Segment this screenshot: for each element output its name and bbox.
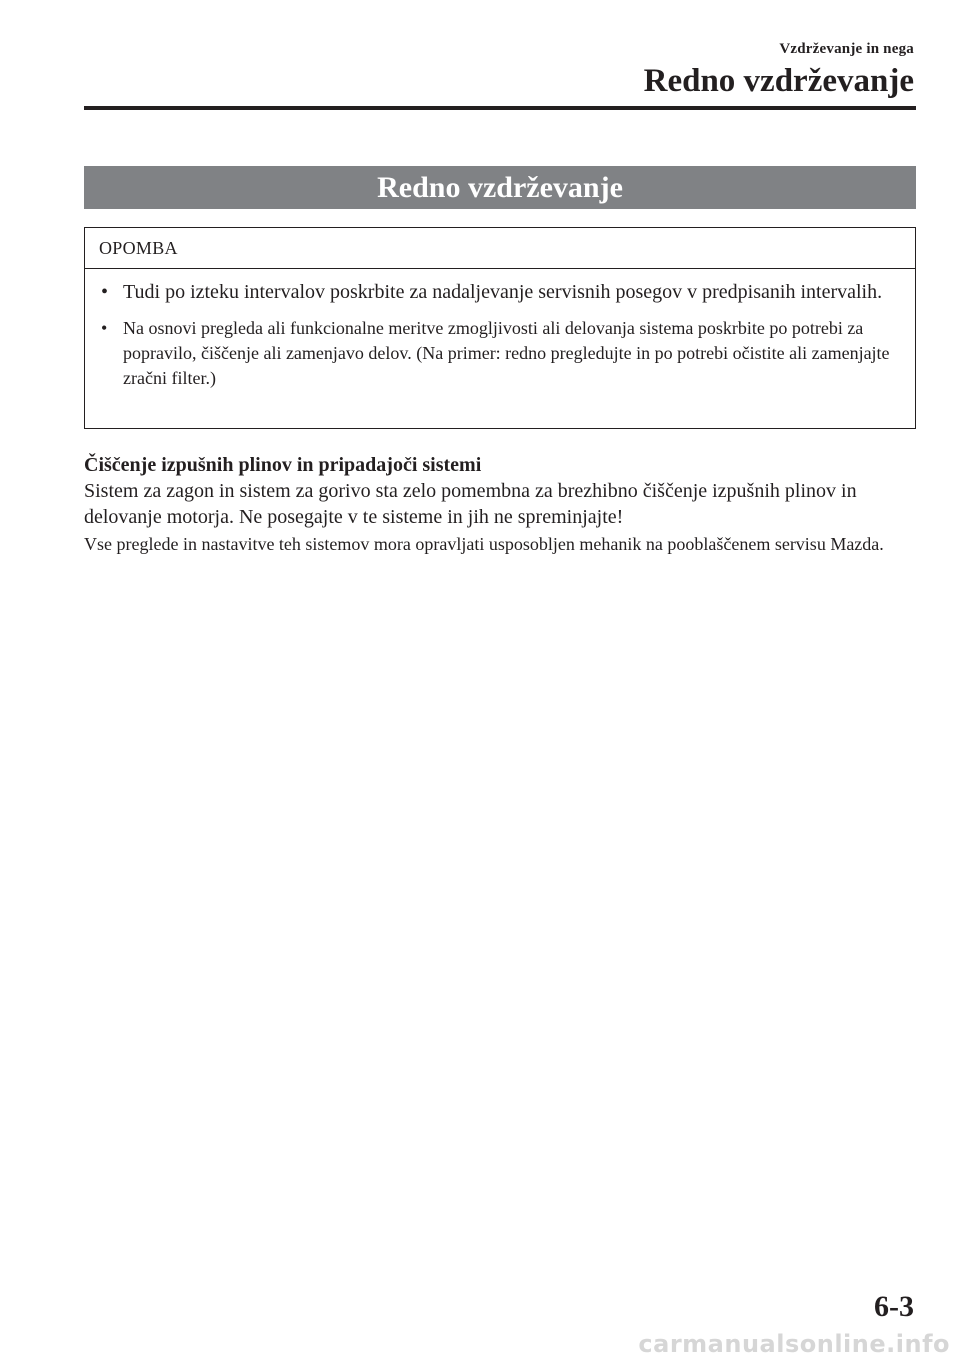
note-box [84, 227, 916, 429]
running-head-section: Redno vzdrževanje [643, 63, 914, 99]
section-banner [84, 166, 916, 209]
bullet-icon: • [101, 281, 109, 303]
subsection-heading: Čiščenje izpušnih plinov in pripadajoči sistemi [84, 454, 482, 476]
note-label: OPOMBA [85, 228, 915, 269]
note-list [85, 279, 915, 391]
body-paragraph: Sistem za zagon in sistem za gorivo sta zelo pomembna za brezhibno čiščenje izpušnih plinov in delovanje motorja. Ne posegajte v te sisteme in jih ne spreminjajte! [84, 480, 857, 528]
note-item [85, 316, 915, 391]
watermark: carmanualsonline.info [638, 1330, 950, 1358]
body-paragraph: Vse preglede in nastavitve teh sistemov mora opravljati usposobljen mehanik na pooblaščenem servisu Mazda. [84, 534, 884, 554]
note-item-text: Tudi po izteku intervalov poskrbite za nadaljevanje servisnih posegov v predpisanih intervalih. [123, 281, 883, 303]
header-rule [84, 106, 916, 110]
note-item [85, 279, 915, 306]
note-item-text: Na osnovi pregleda ali funkcionalne meritve zmogljivosti ali delovanja sistema poskrbite po potrebi za popravilo, čiščenje ali zamenjavo delov. (Na primer: redno pregledujte in po potrebi očistite ali zamenjajte zračni filter.) [123, 318, 890, 388]
page-number: 6-3 [874, 1290, 914, 1323]
body-section [84, 452, 916, 556]
running-head-chapter: Vzdrževanje in nega [779, 41, 914, 57]
section-title: Redno vzdrževanje [377, 170, 623, 204]
bullet-icon: • [101, 318, 108, 338]
